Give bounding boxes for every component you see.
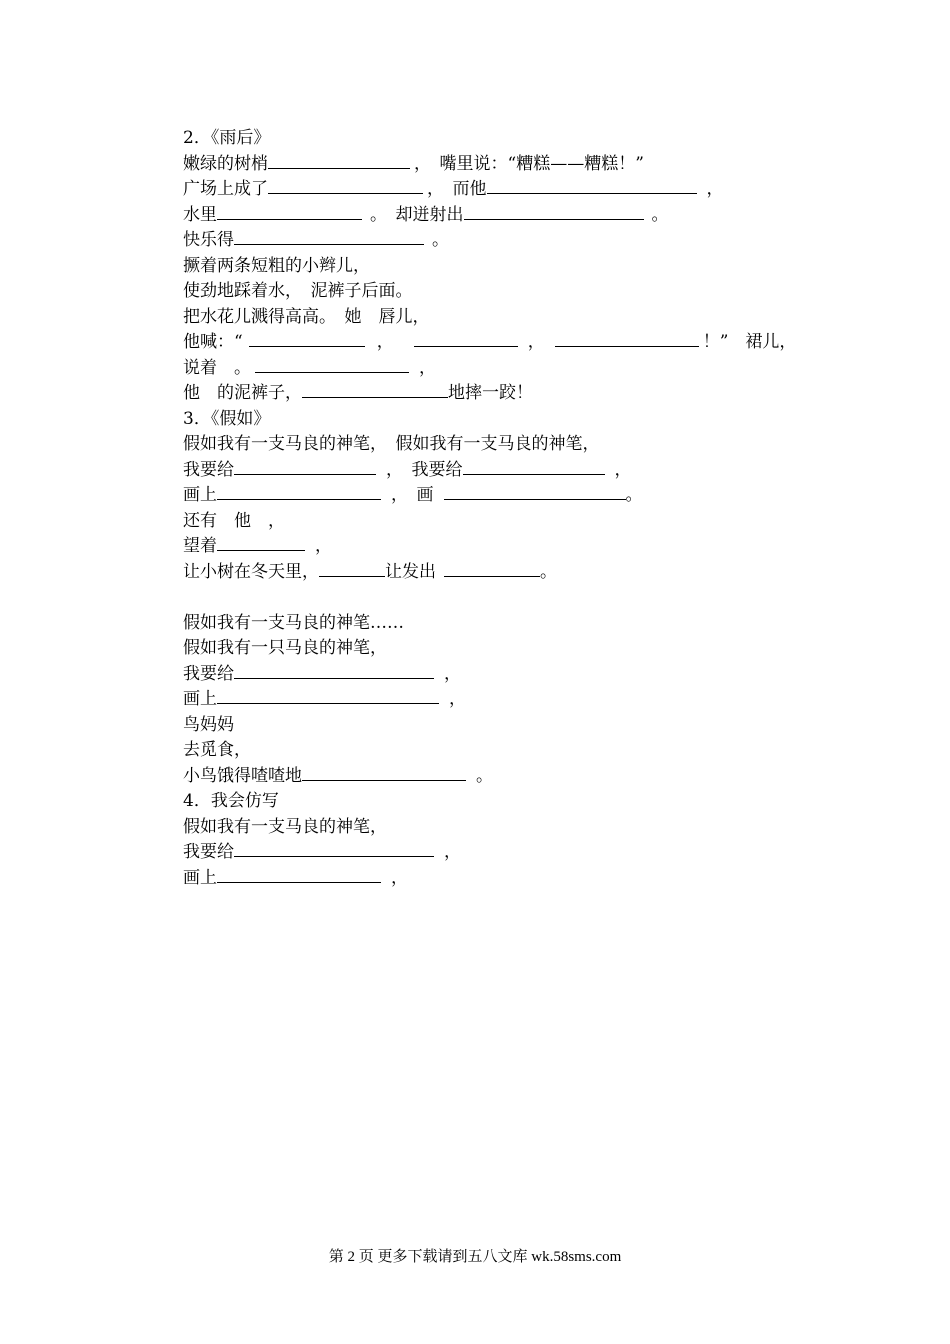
text-line <box>183 866 823 892</box>
section-heading-3 <box>183 407 823 433</box>
section-title: 3．《假如》 <box>183 408 271 429</box>
line-text: ， <box>419 357 436 378</box>
line-text: 画上 <box>183 867 217 888</box>
line-text: ， <box>315 536 332 556</box>
line-text: ！” 裙儿， <box>702 332 797 352</box>
line-text: 鸟妈妈 <box>183 714 234 735</box>
fill-blank[interactable] <box>414 330 518 347</box>
line-text: ， <box>391 867 408 888</box>
line-text: ， 而他 <box>427 179 487 199</box>
text-line <box>183 738 823 764</box>
line-text: 我要给 <box>183 842 234 862</box>
line-text: ， 画 <box>391 485 434 505</box>
fill-blank[interactable] <box>487 177 697 194</box>
line-text: 望着 <box>183 536 217 556</box>
fill-blank[interactable] <box>234 662 434 679</box>
fill-blank[interactable] <box>234 228 424 245</box>
text-line <box>183 840 823 866</box>
text-line <box>183 228 823 254</box>
line-text: 。 <box>432 230 449 250</box>
text-line <box>183 381 823 407</box>
line-text: 撅着两条短粗的小辫儿， <box>183 255 370 276</box>
line-text: ， 我要给 <box>386 459 463 480</box>
line-text: 使劲地踩着水， 泥裤子后面。 <box>183 281 413 301</box>
fill-blank[interactable] <box>444 560 540 577</box>
text-line <box>183 534 823 560</box>
text-line <box>183 560 823 586</box>
text-line <box>183 764 823 790</box>
text-line <box>183 152 823 178</box>
line-text: 他喊：“ <box>183 332 243 352</box>
fill-blank[interactable] <box>444 483 626 500</box>
section-heading-4 <box>183 789 823 815</box>
page-footer: 第 2 页 更多下载请到五八文库 wk.58sms.com <box>328 1249 622 1265</box>
line-text: 假如我有一支马良的神笔， <box>183 816 387 837</box>
line-text: 还有 他 ， <box>183 510 285 531</box>
fill-blank[interactable] <box>464 203 644 220</box>
fill-blank[interactable] <box>463 458 605 475</box>
text-line <box>183 483 823 509</box>
line-text: 我要给 <box>183 459 234 480</box>
text-line <box>183 203 823 229</box>
line-text: 画上 <box>183 485 217 505</box>
line-text: 假如我有一支马良的神笔…… <box>183 612 404 633</box>
fill-blank[interactable] <box>302 764 466 781</box>
line-text: ， <box>706 179 724 199</box>
line-text: 假如我有一只马良的神笔， <box>183 638 387 658</box>
fill-blank[interactable] <box>217 534 305 551</box>
text-line <box>183 611 823 637</box>
line-text: 小鸟饿得喳喳地 <box>183 765 302 786</box>
fill-blank[interactable] <box>234 840 434 857</box>
text-line <box>183 432 823 458</box>
line-text: ， <box>444 663 461 684</box>
line-text: 假如我有一支马良的神笔， 假如我有一支马良的神笔， <box>183 434 600 454</box>
fill-blank[interactable] <box>217 687 439 704</box>
line-text: 。 <box>540 561 557 582</box>
line-text: 。 却迸射出 <box>370 204 464 225</box>
fill-blank[interactable] <box>319 560 385 577</box>
fill-blank[interactable] <box>268 152 410 169</box>
line-text: 嫩绿的树梢 <box>183 153 268 174</box>
line-text: 说着 。 <box>183 357 251 378</box>
line-text: 把水花儿溅得高高。 她 唇儿， <box>183 306 430 327</box>
text-line <box>183 177 823 203</box>
fill-blank[interactable] <box>268 177 423 194</box>
text-line <box>183 662 823 688</box>
fill-blank[interactable] <box>217 866 381 883</box>
fill-blank[interactable] <box>255 356 409 373</box>
text-line <box>183 636 823 662</box>
line-text: 广场上成了 <box>183 179 268 199</box>
line-text: ， <box>444 842 461 862</box>
text-line <box>183 687 823 713</box>
fill-blank[interactable] <box>555 330 699 347</box>
text-line <box>183 279 823 305</box>
fill-blank[interactable] <box>249 330 365 347</box>
line-text: ， <box>527 332 545 352</box>
section-title: 2．《雨后》 <box>183 128 271 148</box>
blank-line <box>183 585 823 611</box>
line-text: 他 的泥裤子， <box>183 383 302 403</box>
section-title: 4．我会仿写 <box>183 791 279 811</box>
text-line <box>183 458 823 484</box>
text-line <box>183 815 823 841</box>
line-text: 。 <box>651 204 669 225</box>
document-body <box>183 126 823 891</box>
fill-blank[interactable] <box>217 203 362 220</box>
text-line <box>183 509 823 535</box>
fill-blank[interactable] <box>234 458 376 475</box>
line-text: ， <box>614 459 632 480</box>
text-line <box>183 254 823 280</box>
text-line <box>183 713 823 739</box>
line-text: 快乐得 <box>183 230 234 250</box>
line-text: 我要给 <box>183 663 234 684</box>
fill-blank[interactable] <box>217 483 381 500</box>
line-text: ， <box>449 689 466 709</box>
line-text: 让发出 <box>385 561 436 582</box>
line-text: 让小树在冬天里， <box>183 561 319 582</box>
fill-blank[interactable] <box>302 381 448 398</box>
text-line <box>183 305 823 331</box>
line-text: 。 <box>476 765 493 786</box>
line-text: 。 <box>625 485 643 505</box>
line-text: 去觅食， <box>183 740 251 760</box>
line-text: ， <box>376 332 394 352</box>
section-heading-2 <box>183 126 823 152</box>
line-text: ， 嘴里说：“糟糕——糟糕！” <box>414 153 644 174</box>
line-text: 水里 <box>183 204 217 225</box>
text-line <box>183 330 823 356</box>
text-line <box>183 356 823 382</box>
line-text: 画上 <box>183 689 217 709</box>
line-text: 地摔一跤！ <box>448 383 533 403</box>
